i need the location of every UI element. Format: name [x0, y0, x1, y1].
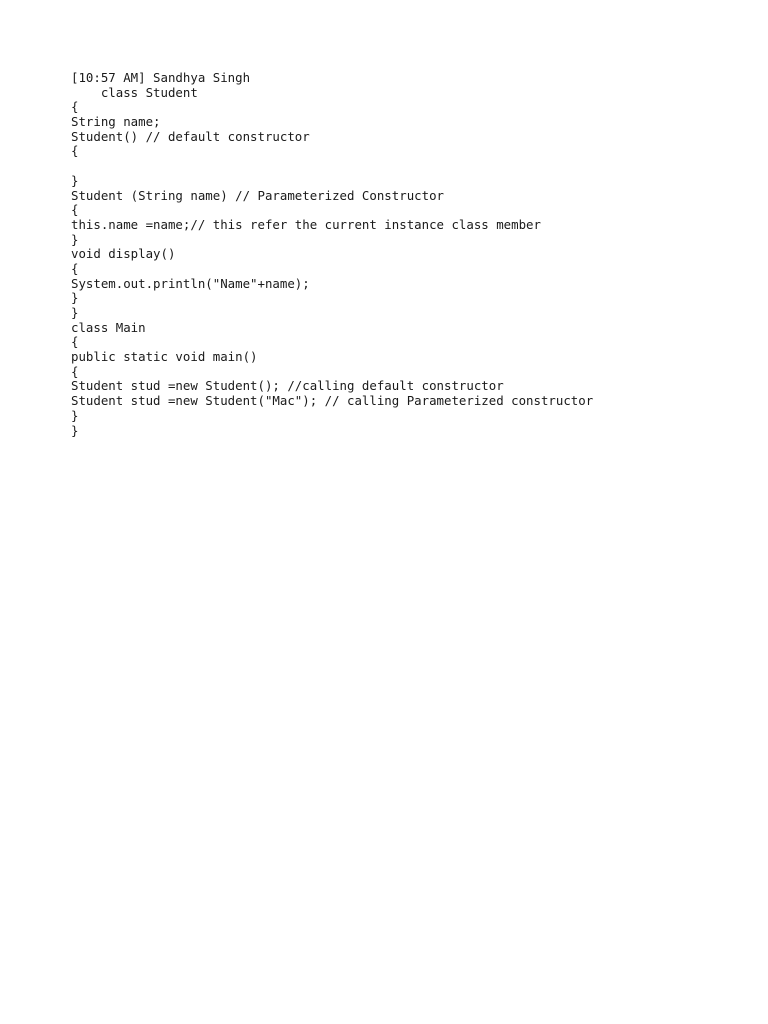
code-line: System.out.println("Name"+name);	[71, 275, 310, 291]
code-line: {	[71, 334, 79, 350]
code-line	[71, 159, 593, 174]
code-line: this.name =name;// this refer the current instance class member	[71, 216, 541, 232]
code-line: }	[71, 172, 79, 188]
code-line: {	[71, 202, 79, 218]
code-line: {	[71, 260, 79, 276]
code-line: Student() // default constructor	[71, 128, 310, 144]
code-line: }	[71, 305, 79, 320]
message-header: [10:57 AM] Sandhya Singh	[71, 70, 251, 85]
code-line: class Main	[71, 319, 146, 335]
code-line: {	[71, 363, 79, 379]
code-line: void display()	[71, 246, 176, 262]
code-line: {	[71, 99, 79, 115]
code-line: public static void main()	[71, 349, 258, 365]
code-text	[71, 71, 593, 438]
code-line: Student stud =new Student("Mac"); // calling Parameterized constructor	[71, 393, 594, 409]
code-line: class Student	[71, 84, 198, 100]
code-line: }	[71, 231, 79, 247]
code-line: }	[71, 422, 79, 438]
code-line: Student (String name) // Parameterized Constructor	[71, 187, 444, 203]
code-line: String name;	[71, 114, 161, 130]
code-line: }	[71, 290, 79, 306]
code-line: }	[71, 407, 79, 423]
code-line: Student stud =new Student(); //calling default constructor	[71, 378, 504, 394]
code-line: {	[71, 143, 79, 159]
